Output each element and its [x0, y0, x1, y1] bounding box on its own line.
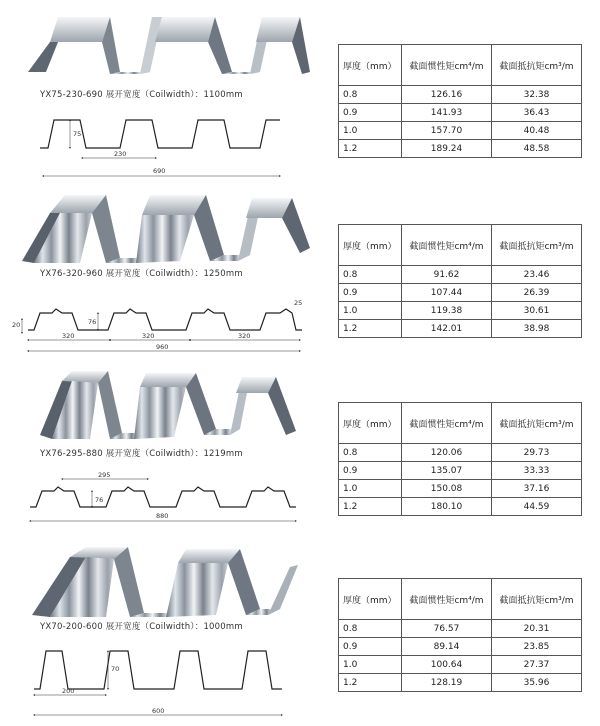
- cell: 1.0: [339, 480, 402, 498]
- dim-pitch: 200: [62, 687, 75, 695]
- dim-pitch: 295: [98, 471, 111, 479]
- table-row: [339, 480, 582, 498]
- cell: 0.9: [339, 284, 402, 302]
- header-thickness: 厚度（mm）: [339, 403, 402, 444]
- cell: 89.14: [402, 638, 492, 656]
- product-caption: YX76-320-960 展开宽度（Coilwidth）：1250mm: [40, 269, 243, 279]
- table-row: [339, 140, 582, 158]
- cell: 107.44: [402, 284, 492, 302]
- table-row: [339, 320, 582, 338]
- header-thickness: 厚度（mm）: [339, 225, 402, 266]
- cell: 91.62: [402, 266, 492, 284]
- dim-edge: 20: [12, 321, 21, 329]
- cell: 40.48: [492, 122, 582, 140]
- header-thickness: 厚度（mm）: [339, 45, 402, 86]
- table-row: [339, 122, 582, 140]
- profile-drawing-1: [10, 100, 310, 182]
- cell: 141.93: [402, 104, 492, 122]
- table-row: [339, 638, 582, 656]
- header-resist: 截面抵抗矩cm³/m: [492, 45, 582, 86]
- cell: 23.46: [492, 266, 582, 284]
- table-row: [339, 674, 582, 692]
- table-row: [339, 266, 582, 284]
- cell: 76.57: [402, 620, 492, 638]
- cell: 20.31: [492, 620, 582, 638]
- header-inertia: 截面惯性矩cm⁴/m: [402, 225, 492, 266]
- cell: 0.9: [339, 462, 402, 480]
- header-inertia: 截面惯性矩cm⁴/m: [402, 579, 492, 620]
- product-block-3: [0, 365, 600, 540]
- cell: 1.0: [339, 302, 402, 320]
- cell: 126.16: [402, 86, 492, 104]
- panel-image-3: [10, 369, 310, 441]
- cell: 100.64: [402, 656, 492, 674]
- profile-drawing-3: [10, 465, 310, 540]
- cell: 35.96: [492, 674, 582, 692]
- cell: 0.8: [339, 620, 402, 638]
- cell: 0.9: [339, 638, 402, 656]
- cell: 32.38: [492, 86, 582, 104]
- profile-drawing-4: [10, 637, 310, 723]
- spec-table-1: [338, 44, 582, 158]
- header-inertia: 截面惯性矩cm⁴/m: [402, 403, 492, 444]
- cell: 157.70: [402, 122, 492, 140]
- panel-image-2: [10, 193, 310, 265]
- dim-width: 960: [156, 343, 169, 351]
- cell: 26.39: [492, 284, 582, 302]
- table-row: [339, 656, 582, 674]
- cell: 1.2: [339, 320, 402, 338]
- dim-width: 880: [156, 512, 169, 520]
- dim-width: 690: [153, 167, 166, 175]
- cell: 0.8: [339, 86, 402, 104]
- table-row: [339, 104, 582, 122]
- cell: 36.43: [492, 104, 582, 122]
- table-header-row: [339, 579, 582, 620]
- cell: 135.07: [402, 462, 492, 480]
- table-row: [339, 462, 582, 480]
- header-resist: 截面抵抗矩cm³/m: [492, 403, 582, 444]
- table-header-row: [339, 45, 582, 86]
- cell: 1.2: [339, 498, 402, 516]
- cell: 142.01: [402, 320, 492, 338]
- cell: 0.8: [339, 444, 402, 462]
- cell: 23.85: [492, 638, 582, 656]
- table-row: [339, 86, 582, 104]
- panel-image-4: [10, 545, 310, 620]
- cell: 1.0: [339, 122, 402, 140]
- cell: 1.2: [339, 674, 402, 692]
- dim-pitch-1: 320: [62, 332, 75, 340]
- header-thickness: 厚度（mm）: [339, 579, 402, 620]
- table-row: [339, 302, 582, 320]
- dim-pitch-2: 320: [142, 332, 155, 340]
- cell: 128.19: [402, 674, 492, 692]
- dim-height: 76: [95, 496, 104, 504]
- dim-height: 75: [73, 130, 82, 138]
- product-caption: YX76-295-880 展开宽度（Coilwidth）：1219mm: [40, 449, 243, 459]
- cell: 1.2: [339, 140, 402, 158]
- cell: 0.8: [339, 266, 402, 284]
- dim-width: 600: [152, 707, 165, 715]
- product-block-4: [0, 540, 600, 726]
- cell: 189.24: [402, 140, 492, 158]
- cell: 29.73: [492, 444, 582, 462]
- spec-table-2: [338, 224, 582, 338]
- header-resist: 截面抵抗矩cm³/m: [492, 579, 582, 620]
- cell: 37.16: [492, 480, 582, 498]
- dim-height: 70: [111, 665, 120, 673]
- cell: 0.9: [339, 104, 402, 122]
- header-resist: 截面抵抗矩cm³/m: [492, 225, 582, 266]
- product-caption: YX70-200-600 展开宽度（Coilwidth）：1000mm: [40, 622, 243, 632]
- cell: 1.0: [339, 656, 402, 674]
- table-header-row: [339, 225, 582, 266]
- profile-drawing-2: [10, 285, 310, 365]
- product-caption: YX75-230-690 展开宽度（Coilwidth）：1100mm: [40, 90, 243, 100]
- cell: 180.10: [402, 498, 492, 516]
- dim-pitch: 230: [114, 150, 127, 158]
- cell: 30.61: [492, 302, 582, 320]
- dim-rib: 25: [294, 299, 303, 307]
- cell: 48.58: [492, 140, 582, 158]
- header-inertia: 截面惯性矩cm⁴/m: [402, 45, 492, 86]
- table-row: [339, 284, 582, 302]
- table-row: [339, 620, 582, 638]
- cell: 120.06: [402, 444, 492, 462]
- spec-table-3: [338, 402, 582, 516]
- cell: 38.98: [492, 320, 582, 338]
- dim-height: 76: [88, 318, 97, 326]
- cell: 33.33: [492, 462, 582, 480]
- product-block-2: [0, 185, 600, 365]
- dim-pitch-3: 320: [238, 332, 251, 340]
- table-header-row: [339, 403, 582, 444]
- cell: 27.37: [492, 656, 582, 674]
- cell: 150.08: [402, 480, 492, 498]
- spec-table-4: [338, 578, 582, 692]
- product-block-1: [0, 0, 600, 185]
- table-row: [339, 498, 582, 516]
- table-row: [339, 444, 582, 462]
- cell: 119.38: [402, 302, 492, 320]
- panel-image-1: [10, 12, 310, 84]
- cell: 44.59: [492, 498, 582, 516]
